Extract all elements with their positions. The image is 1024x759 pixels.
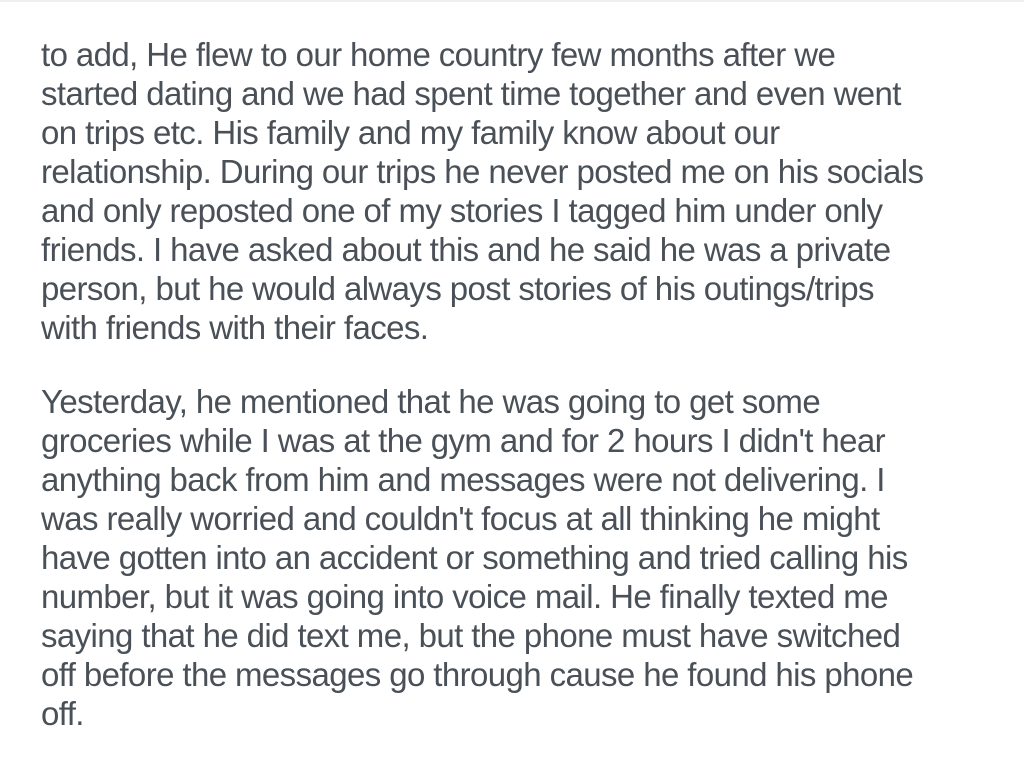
paragraph-2 <box>41 382 998 733</box>
text-line: number, but it was going into voice mail. He finally texted me <box>41 578 888 615</box>
text-line: started dating and we had spent time together and even went <box>41 75 901 112</box>
text-line: was really worried and couldn't focus at all thinking he might <box>41 500 880 537</box>
paragraph-1 <box>41 35 998 347</box>
text-line: saying that he did text me, but the phone must have switched <box>41 617 901 654</box>
text-line: relationship. During our trips he never posted me on his socials <box>41 153 924 190</box>
top-edge-divider <box>0 0 1024 2</box>
text-line: and only reposted one of my stories I tagged him under only <box>41 192 883 229</box>
post-body-text <box>41 35 998 733</box>
text-line: anything back from him and messages were not delivering. I <box>41 461 885 498</box>
text-line: Yesterday, he mentioned that he was going to get some <box>41 383 821 420</box>
text-line: friends. I have asked about this and he said he was a private <box>41 231 891 268</box>
text-line: with friends with their faces. <box>41 309 429 346</box>
text-line: person, but he would always post stories of his outings/trips <box>41 270 874 307</box>
text-line: have gotten into an accident or something and tried calling his <box>41 539 908 576</box>
text-line: groceries while I was at the gym and for 2 hours I didn't hear <box>41 422 886 459</box>
text-line: off. <box>41 695 84 732</box>
text-line: off before the messages go through cause he found his phone <box>41 656 914 693</box>
text-line: on trips etc. His family and my family know about our <box>41 114 780 151</box>
text-line: to add, He flew to our home country few months after we <box>41 36 836 73</box>
